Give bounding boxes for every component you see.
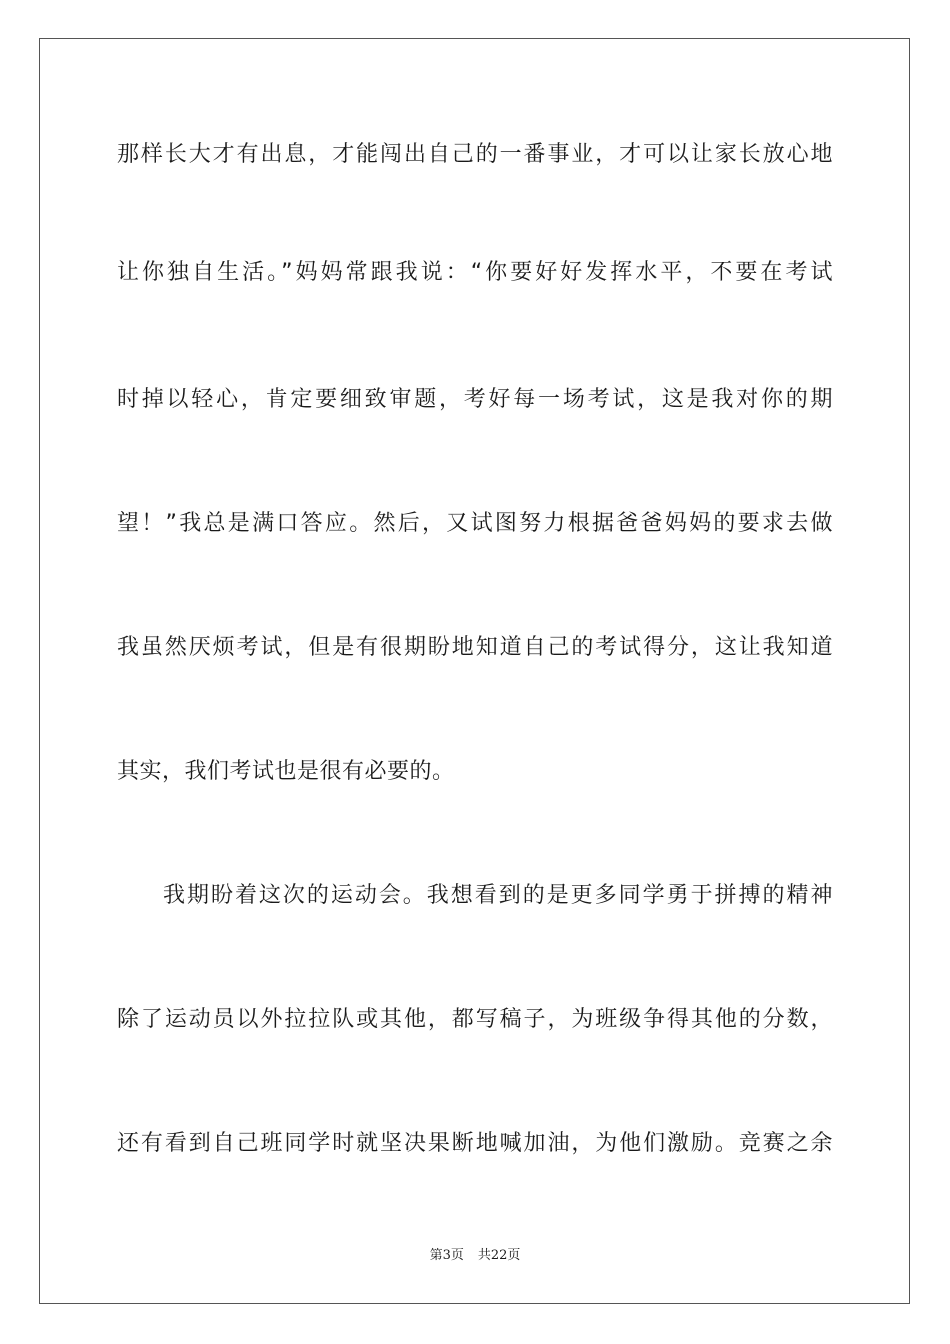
text-line-7: 我期盼着这次的运动会。我想看到的是更多同学勇于拼搏的精神 (163, 883, 833, 908)
text-line-9: 还有看到自己班同学时就坚决果断地喊加油，为他们激励。竞赛之余 (117, 1131, 833, 1156)
text-line-2: 让你独自生活。”妈妈常跟我说：“你要好好发挥水平，不要在考试 (117, 260, 833, 285)
text-line-5: 我虽然厌烦考试，但是有很期盼地知道自己的考试得分，这让我知道 (117, 635, 833, 660)
text-line-6: 其实，我们考试也是很有必要的。 (117, 759, 455, 784)
page-footer (0, 1248, 950, 1264)
page-total: 共22页 (477, 1248, 521, 1263)
page-border (39, 38, 910, 1304)
text-line-8: 除了运动员以外拉拉队或其他，都写稿子，为班级争得其他的分数， (117, 1007, 833, 1032)
text-line-1: 那样长大才有出息，才能闯出自己的一番事业，才可以让家长放心地 (117, 142, 833, 167)
text-line-4: 望！”我总是满口答应。然后，又试图努力根据爸爸妈妈的要求去做 (117, 511, 833, 536)
text-line-3: 时掉以轻心，肯定要细致审题，考好每一场考试，这是我对你的期 (117, 387, 833, 412)
page-number: 第3页 (429, 1248, 464, 1263)
